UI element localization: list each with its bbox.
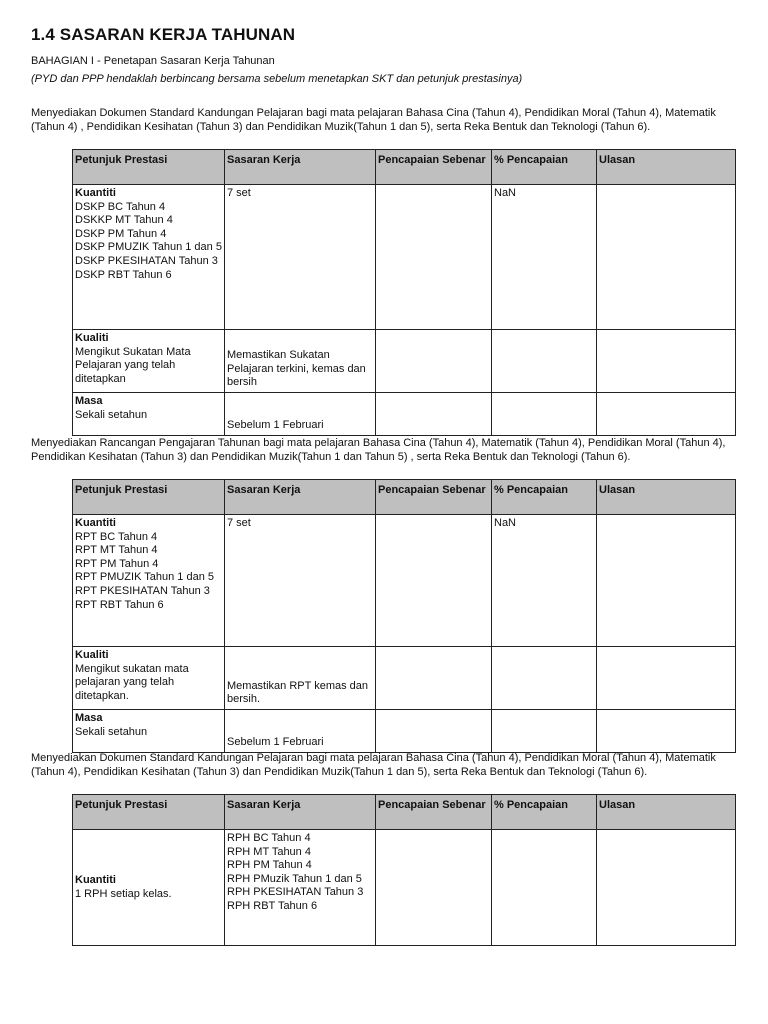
indicator-label: Kualiti: [75, 332, 109, 344]
indicator-cell: [73, 647, 225, 710]
indicator-label: Kuantiti: [75, 873, 116, 886]
page-title: 1.4 SASARAN KERJA TAHUNAN: [31, 25, 296, 44]
remarks-cell: [597, 710, 736, 753]
list-item: RPH BC Tahun 4: [227, 832, 311, 844]
indicator-text: Mengikut sukatan mata pelajaran yang telah ditetapkan.: [75, 662, 189, 702]
target-cell: 7 set: [225, 515, 376, 647]
achievement-cell: [376, 393, 492, 436]
target-cell: Sebelum 1 Februari: [225, 393, 376, 436]
list-item: DSKP PKESIHATAN Tahun 3: [75, 254, 218, 267]
indicator-cell: [73, 515, 225, 647]
column-header: Ulasan: [597, 150, 736, 185]
remarks-cell: [597, 185, 736, 330]
skt-table: [72, 479, 736, 753]
list-item: DSKP PM Tahun 4: [75, 227, 167, 240]
list-item: RPH PKESIHATAN Tahun 3: [227, 886, 364, 899]
target-cell: [225, 830, 376, 946]
achievement-cell: [376, 647, 492, 710]
indicator-text: Mengikut Sukatan Mata Pelajaran yang telah ditetapkan: [75, 345, 191, 385]
indicator-cell: [73, 185, 225, 330]
table-row-masa: [73, 393, 736, 436]
percent-cell: [492, 710, 597, 753]
column-header: Sasaran Kerja: [225, 150, 376, 185]
column-header: % Pencapaian: [492, 150, 597, 185]
list-item: RPT PM Tahun 4: [75, 557, 159, 570]
skt-table: [72, 794, 736, 946]
skt-table: [72, 149, 736, 436]
target-cell: Memastikan Sukatan Pelajaran terkini, kemas dan bersih: [225, 330, 376, 393]
table-row-kualiti: [73, 330, 736, 393]
achievement-cell: [376, 185, 492, 330]
percent-cell: [492, 393, 597, 436]
column-header: Petunjuk Prestasi: [73, 150, 225, 185]
column-header: Petunjuk Prestasi: [73, 795, 225, 830]
indicator-text: Sekali setahun: [75, 725, 148, 738]
indicator-cell: [73, 710, 225, 753]
table-row-kuantiti: [73, 515, 736, 647]
activity-description: Menyediakan Dokumen Standard Kandungan Pelajaran bagi mata pelajaran Bahasa Cina (Tahun 4), Pendidikan Moral (Tahun 4), Matematik (Tahun 4), Pendidikan Kesihatan (Tahun 3) dan Pendidikan Muzik(Tahun 1 dan 5), serta Reka Bentuk dan Teknologi (Tahun 6).: [31, 752, 716, 778]
activity-description: Menyediakan Rancangan Pengajaran Tahunan bagi mata pelajaran Bahasa Cina (Tahun 4), Matematik (Tahun 4), Pendidikan Moral (Tahun 4), Pendidikan Kesihatan (Tahun 3) dan Pendidikan Muzik(Tahun 1 dan Tahun 5) , serta Reka Bentuk dan Teknologi (Tahun 6).: [31, 437, 726, 463]
list-item: DSKP BC Tahun 4: [75, 200, 166, 213]
activity-description: Menyediakan Dokumen Standard Kandungan Pelajaran bagi mata pelajaran Bahasa Cina (Tahun 4), Pendidikan Moral (Tahun 4), Matematik (Tahun 4) , Pendidikan Kesihatan (Tahun 3) dan Pendidikan Muzik(Tahun 1 dan 5), serta Reka Bentuk dan Teknologi (Tahun 6).: [31, 107, 716, 133]
indicator-cell: [73, 830, 225, 946]
indicator-text: 1 RPH setiap kelas.: [75, 887, 172, 900]
indicator-text: Sekali setahun: [75, 408, 148, 421]
column-header: Ulasan: [597, 795, 736, 830]
indicator-label: Kualiti: [75, 649, 109, 661]
list-item: RPT BC Tahun 4: [75, 530, 158, 543]
remarks-cell: [597, 393, 736, 436]
achievement-cell: [376, 710, 492, 753]
table-row-masa: [73, 710, 736, 753]
list-item: RPH MT Tahun 4: [227, 845, 311, 858]
percent-cell: [492, 330, 597, 393]
list-item: RPT RBT Tahun 6: [75, 598, 164, 611]
remarks-cell: [597, 830, 736, 946]
percent-cell: NaN: [492, 185, 597, 330]
table-header-row: [73, 480, 736, 515]
column-header: Pencapaian Sebenar: [376, 795, 492, 830]
achievement-cell: [376, 830, 492, 946]
remarks-cell: [597, 330, 736, 393]
indicator-label: Kuantiti: [75, 517, 116, 529]
list-item: RPH PMuzik Tahun 1 dan 5: [227, 872, 362, 885]
indicator-label: Masa: [75, 395, 103, 407]
list-item: RPT PMUZIK Tahun 1 dan 5: [75, 571, 214, 584]
column-header: Pencapaian Sebenar: [376, 480, 492, 515]
indicator-label: Masa: [75, 712, 103, 724]
list-item: DSKP RBT Tahun 6: [75, 268, 172, 281]
indicator-cell: [73, 393, 225, 436]
column-header: Sasaran Kerja: [225, 480, 376, 515]
list-item: RPH PM Tahun 4: [227, 859, 312, 872]
column-header: Sasaran Kerja: [225, 795, 376, 830]
section-subtitle: BAHAGIAN I - Penetapan Sasaran Kerja Tahunan: [31, 55, 275, 67]
column-header: % Pencapaian: [492, 480, 597, 515]
achievement-cell: [376, 330, 492, 393]
table-row-kuantiti: [73, 830, 736, 946]
indicator-label: Kuantiti: [75, 187, 116, 199]
table-row-kualiti: [73, 647, 736, 710]
column-header: Ulasan: [597, 480, 736, 515]
table-header-row: [73, 795, 736, 830]
remarks-cell: [597, 647, 736, 710]
table-row-kuantiti: [73, 185, 736, 330]
target-cell: Sebelum 1 Februari: [225, 710, 376, 753]
target-cell: Memastikan RPT kemas dan bersih.: [225, 647, 376, 710]
percent-cell: [492, 830, 597, 946]
indicator-cell: [73, 330, 225, 393]
percent-cell: [492, 647, 597, 710]
list-item: RPH RBT Tahun 6: [227, 899, 318, 912]
remarks-cell: [597, 515, 736, 647]
column-header: % Pencapaian: [492, 795, 597, 830]
target-cell: 7 set: [225, 185, 376, 330]
achievement-cell: [376, 515, 492, 647]
list-item: RPT MT Tahun 4: [75, 544, 158, 557]
list-item: DSKKP MT Tahun 4: [75, 214, 173, 227]
list-item: RPT PKESIHATAN Tahun 3: [75, 584, 210, 597]
section-note: (PYD dan PPP hendaklah berbincang bersama sebelum menetapkan SKT dan petunjuk prestasinya): [31, 73, 523, 85]
column-header: Pencapaian Sebenar: [376, 150, 492, 185]
table-header-row: [73, 150, 736, 185]
column-header: Petunjuk Prestasi: [73, 480, 225, 515]
list-item: DSKP PMUZIK Tahun 1 dan 5: [75, 241, 222, 254]
percent-cell: NaN: [492, 515, 597, 647]
